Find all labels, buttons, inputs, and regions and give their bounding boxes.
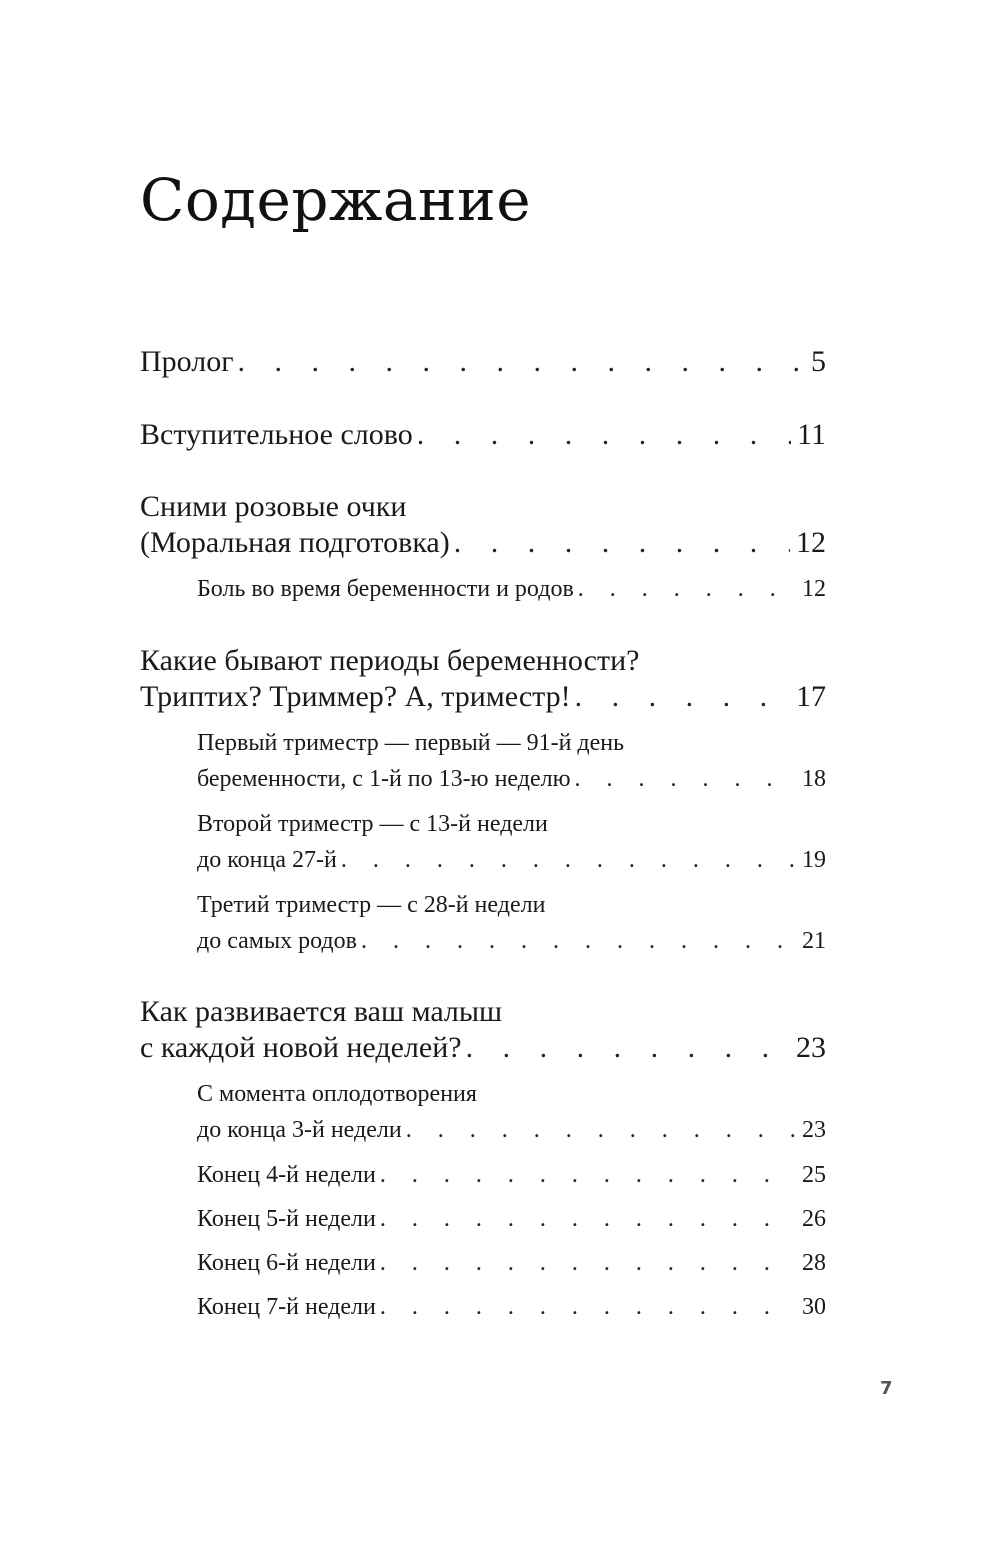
dot-leader xyxy=(380,1245,796,1281)
dot-leader xyxy=(466,1030,790,1066)
toc-entry-title-line: Первый триместр — первый — 91-й день xyxy=(197,730,625,756)
toc-entry-title: Пролог xyxy=(140,345,234,378)
toc-subentry-week-7[interactable] xyxy=(197,1289,826,1325)
toc-entry-introduction[interactable] xyxy=(140,417,826,453)
toc-entry-title-line: Триптих? Триммер? А, триместр! xyxy=(140,680,571,713)
toc-entry-page: 21 xyxy=(802,928,826,954)
toc-entry-prologue[interactable] xyxy=(140,344,826,380)
toc-subentry-third-trimester[interactable] xyxy=(197,887,826,959)
toc-entry-page: 17 xyxy=(796,680,826,713)
toc-entry-page: 12 xyxy=(802,576,826,602)
dot-leader xyxy=(361,923,796,959)
toc-entry-page: 19 xyxy=(802,847,826,873)
dot-leader xyxy=(238,344,798,380)
dot-leader xyxy=(578,571,796,607)
toc-entry-page: 25 xyxy=(802,1162,826,1188)
toc-entry-title-line: С момента оплодотворения xyxy=(197,1081,477,1107)
toc-entry-title-line: беременности, с 1-й по 13-ю неделю xyxy=(197,766,571,792)
toc-entry-page: 5 xyxy=(811,345,826,378)
toc-entry-title-line: до конца 27-й xyxy=(197,847,337,873)
toc-subentry-pain[interactable] xyxy=(197,571,826,607)
toc-entry-title-line: (Моральная подготовка) xyxy=(140,526,450,559)
toc-entry-title: Конец 4-й недели xyxy=(197,1162,376,1188)
toc-entry-chapter-periods[interactable] xyxy=(140,643,826,715)
toc-subentry-first-trimester[interactable] xyxy=(197,725,826,797)
toc-subentry-week-6[interactable] xyxy=(197,1245,826,1281)
toc-entry-title-line: до конца 3-й недели xyxy=(197,1117,402,1143)
page-number: 7 xyxy=(880,1378,893,1399)
toc-entry-title-line: Какие бывают периоды беременности? xyxy=(140,644,640,677)
dot-leader xyxy=(575,679,790,715)
dot-leader xyxy=(341,842,796,878)
toc-entry-page: 18 xyxy=(802,766,826,792)
dot-leader xyxy=(380,1201,796,1237)
toc-entry-page: 28 xyxy=(802,1250,826,1276)
toc-entry-title: Конец 7-й недели xyxy=(197,1294,376,1320)
toc-subentry-second-trimester[interactable] xyxy=(197,806,826,878)
dot-leader xyxy=(417,417,791,453)
toc-subentry-fertilization[interactable] xyxy=(197,1076,826,1148)
toc-subentry-week-4[interactable] xyxy=(197,1157,826,1193)
toc-entry-chapter-moral[interactable] xyxy=(140,489,826,561)
toc-entry-page: 30 xyxy=(802,1294,826,1320)
dot-leader xyxy=(406,1112,796,1148)
toc-entry-title-line: Третий триместр — с 28-й недели xyxy=(197,892,546,918)
toc-entry-title: Боль во время беременности и родов xyxy=(197,576,574,602)
toc-entry-title-line: Как развивается ваш малыш xyxy=(140,995,503,1028)
toc-subentry-week-5[interactable] xyxy=(197,1201,826,1237)
toc-entry-title-line: до самых родов xyxy=(197,928,357,954)
dot-leader xyxy=(380,1289,796,1325)
toc-entry-chapter-development[interactable] xyxy=(140,994,826,1066)
toc-entry-page: 26 xyxy=(802,1206,826,1232)
toc-entry-title-line: Второй триместр — с 13-й недели xyxy=(197,811,548,837)
toc-entry-title: Вступительное слово xyxy=(140,418,413,451)
toc-entry-page: 23 xyxy=(802,1117,826,1143)
dot-leader xyxy=(454,525,790,561)
toc-entry-title-line: с каждой новой неделей? xyxy=(140,1031,462,1064)
toc-entry-title: Конец 6-й недели xyxy=(197,1250,376,1276)
toc-entry-title-line: Сними розовые очки xyxy=(140,490,407,523)
dot-leader xyxy=(575,761,796,797)
toc-entry-page: 23 xyxy=(796,1031,826,1064)
toc-entry-page: 11 xyxy=(797,418,826,451)
toc-entry-title: Конец 5-й недели xyxy=(197,1206,376,1232)
dot-leader xyxy=(380,1157,796,1193)
toc-entry-page: 12 xyxy=(796,526,826,559)
page-title: Содержание xyxy=(140,166,532,234)
